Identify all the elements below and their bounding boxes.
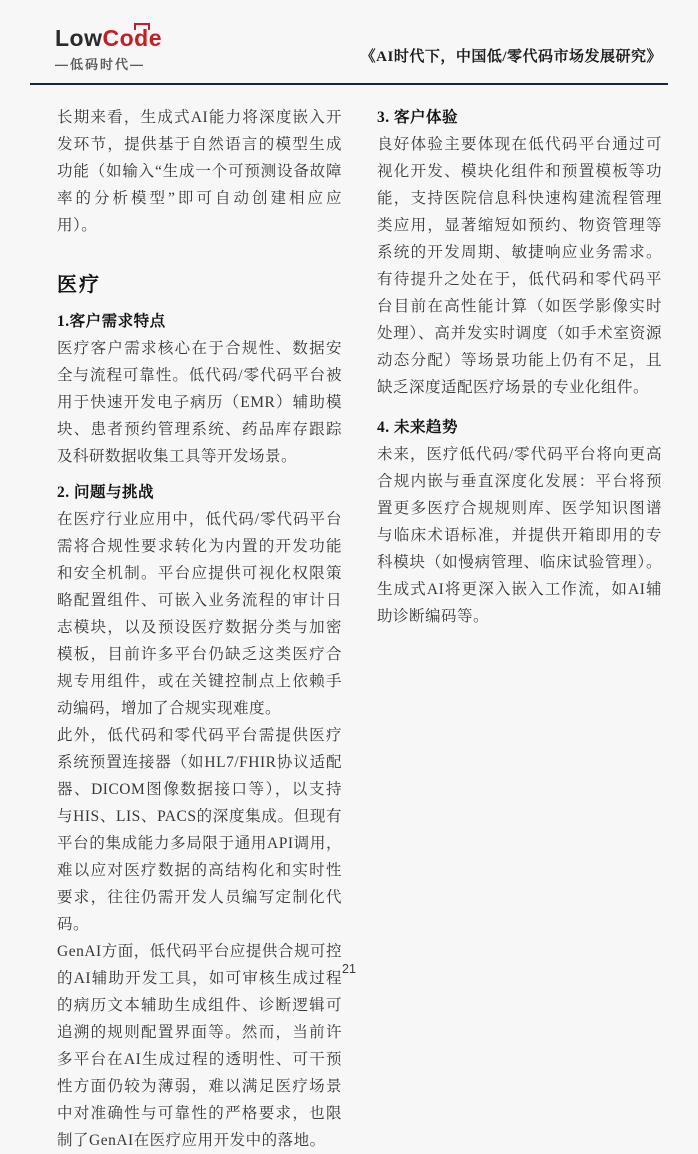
lowcode-logo <box>55 26 162 73</box>
subsection-4-title: 4. 未来趋势 <box>377 419 459 437</box>
logo-word-code: Co de <box>102 25 163 51</box>
subsection-1-title: 1.客户需求特点 <box>57 313 166 331</box>
subsection-3-title: 3. 客户体验 <box>377 109 459 127</box>
document-title: 《AI时代下，中国低/零代码市场发展研究》 <box>360 49 662 66</box>
page-header <box>0 0 698 73</box>
intro-paragraph: 长期来看，生成式AI能力将深度嵌入开发环节，提供基于自然语言的模型生成功能（如输入“生成一个可预测设备故障率的分析模型”即可自动创建相应应用）。 <box>57 109 342 235</box>
logo-d-bracket-icon <box>134 23 150 30</box>
subsection-2-paragraph-3: GenAI方面，低代码平台应提供合规可控的AI辅助开发工具，如可审核生成过程的病历文本辅助生成组件、诊断逻辑可追溯的规则配置界面等。然而，当前许多平台在AI生成过程的透明性、可干预性方面仍较为薄弱，难以满足医疗场景中对准确性与可靠性的严格要求，也限制了GenAI在医疗应用开发中的落地。 <box>57 943 342 1150</box>
subsection-2-title: 2. 问题与挑战 <box>57 484 155 502</box>
page-footer <box>0 962 698 976</box>
logo-word-low: Low <box>55 25 103 51</box>
logo-subtitle: —低码时代— <box>55 57 146 73</box>
subsection-2-paragraph-1: 在医疗行业应用中，低代码/零代码平台需将合规性要求转化为内置的开发功能和安全机制。平台应提供可视化权限策略配置组件、可嵌入业务流程的审计日志模块，以及预设医疗数据分类与加密模板，目前许多平台仍缺乏这类医疗合规专用组件，或在关键控制点上依赖手动编码，增加了合规实现难度。 <box>57 511 342 718</box>
subsection-3-body: 良好体验主要体现在低代码平台通过可视化开发、模块化组件和预置模板等功能，支持医院信息科快速构建流程管理类应用，显著缩短如预约、物资管理等系统的开发周期、敏捷响应业务需求。有待提升之处在于，低代码和零代码平台目前在高性能计算（如医学影像实时处理）、高并发实时调度（如手术室资源动态分配）等场景功能上仍有不足，且缺乏深度适配医疗场景的专业化组件。 <box>377 136 662 397</box>
section-title-medical: 医疗 <box>57 274 101 297</box>
subsection-4-body: 未来，医疗低代码/零代码平台将向更高合规内嵌与垂直深度化发展：平台将预置更多医疗合规规则库、医学知识图谱与临床术语标准，并提供开箱即用的专科模块（如慢病管理、临床试验管理）。生成式AI将更深入嵌入工作流，如AI辅助诊断编码等。 <box>377 446 662 626</box>
subsection-2-paragraph-2: 此外，低代码和零代码平台需提供医疗系统预置连接器（如HL7/FHIR协议适配器、DICOM图像数据接口等），以支持与HIS、LIS、PACS的深度集成。但现有平台的集成能力多局限于通用API调用，难以应对医疗数据的高结构化和实时性要求，往往仍需开发人员编写定制化代码。 <box>57 727 342 934</box>
right-column <box>377 104 662 1154</box>
content-columns <box>0 85 698 1154</box>
subsection-1-body: 医疗客户需求核心在于合规性、数据安全与流程可靠性。低代码/零代码平台被用于快速开发电子病历（EMR）辅助模块、患者预约管理系统、药品库存跟踪及科研数据收集工具等开发场景。 <box>57 340 342 466</box>
logo-wordmark <box>55 26 162 51</box>
page-number: 21 <box>342 962 356 976</box>
left-column <box>57 104 342 1154</box>
